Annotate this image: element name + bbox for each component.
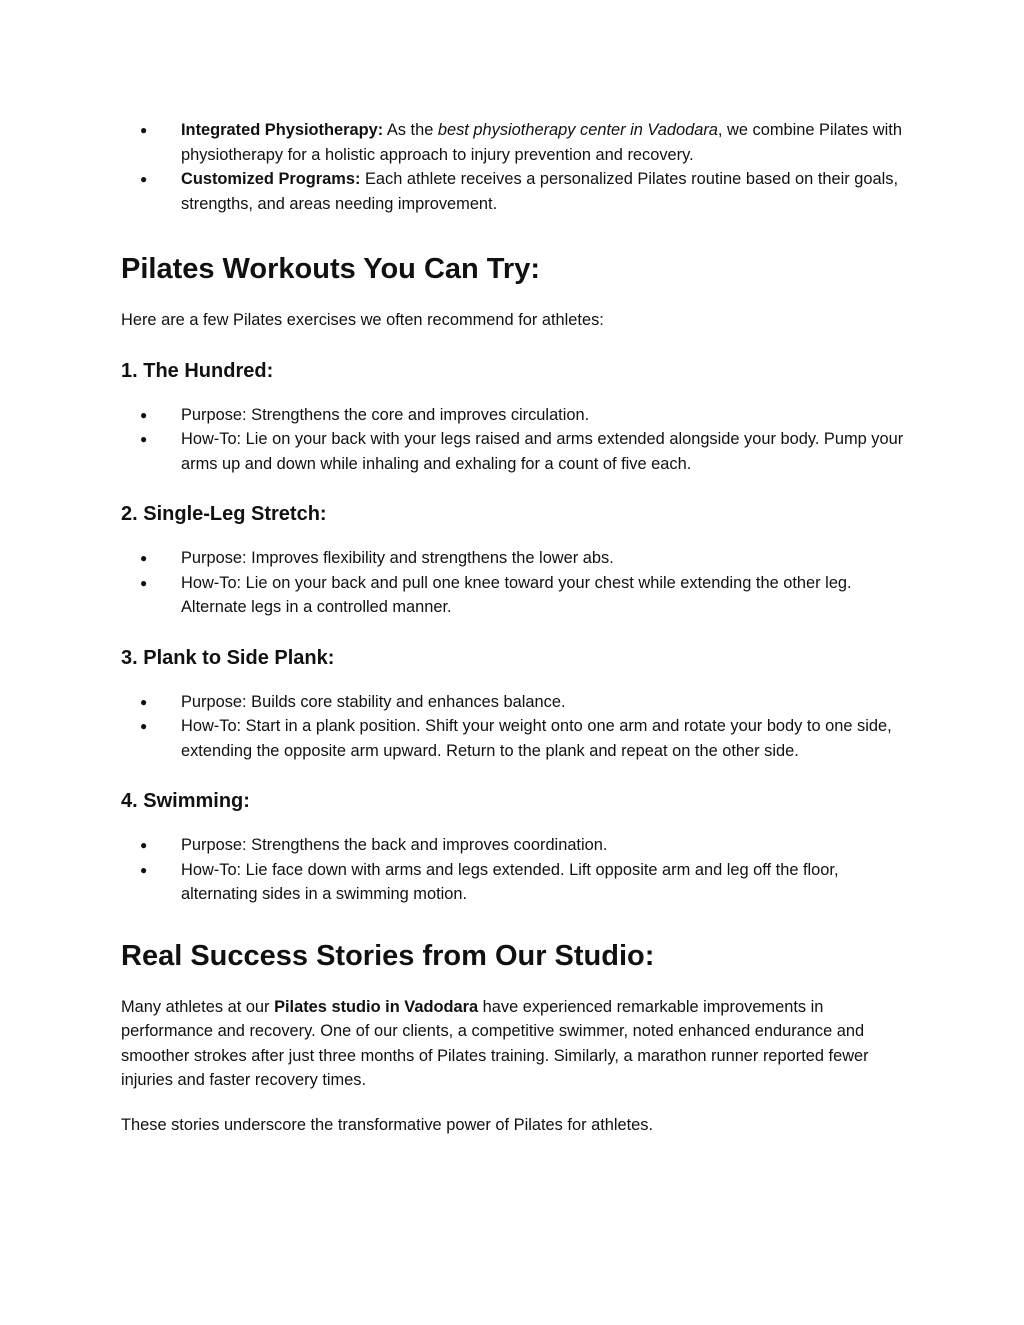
list-item-emphasis: best physiotherapy center in Vadodara xyxy=(437,121,718,139)
exercise-title: 1. The Hundred: xyxy=(121,359,274,382)
list-item: ● How-To: Lie on your back with your legs raised and arms extended alongside your body. Pump your arms up and down while inhaling and exhaling for a count of five each. xyxy=(121,427,911,476)
exercise-list xyxy=(121,546,911,620)
exercise-title: 2. Single-Leg Stretch: xyxy=(121,503,327,525)
list-item-text: As the xyxy=(383,121,438,139)
list-item xyxy=(121,167,911,216)
stories-conclusion: These stories underscore the transformative power of Pilates for athletes. xyxy=(121,1115,654,1134)
list-item: ● How-To: Lie face down with arms and legs extended. Lift opposite arm and leg off the floor, alternating sides in a swimming motion. xyxy=(121,858,911,907)
paragraph-text: Many athletes at our xyxy=(121,997,275,1016)
exercise-list xyxy=(121,690,911,764)
exercise-title: 3. Plank to Side Plank: xyxy=(121,646,335,669)
list-item: ● Purpose: Builds core stability and enhances balance. xyxy=(121,690,911,715)
list-item: ● How-To: Lie on your back and pull one knee toward your chest while extending the other leg. Alternate legs in a controlled manner. xyxy=(121,571,911,620)
section-heading-stories: Real Success Stories from Our Studio: xyxy=(121,939,655,972)
section-heading-workouts: Pilates Workouts You Can Try: xyxy=(121,253,540,285)
list-item-label: Customized Programs: xyxy=(181,170,361,188)
list-item: ● How-To: Start in a plank position. Shift your weight onto one arm and rotate your body to one side, extending the opposite arm upward. Return to the plank and repeat on the other side. xyxy=(121,714,911,763)
paragraph-text: have experienced remarkable improvements in performance and recovery. One of our clients, a competitive swimmer, noted enhanced endurance and smoother strokes after just three months of Pilates training. Similarly, a marathon runner reported fewer injuries and faster recovery times. xyxy=(121,997,869,1089)
list-item-text: , we combine Pilates with physiotherapy for a holistic approach to injury prevention and recovery. xyxy=(181,121,902,164)
stories-paragraph xyxy=(121,995,911,1093)
exercise-list xyxy=(121,403,911,477)
exercise-title: 4. Swimming: xyxy=(121,790,250,812)
list-item-text: Each athlete receives a personalized Pilates routine based on their goals, strengths, and areas needing improvement. xyxy=(181,170,898,213)
workouts-intro: Here are a few Pilates exercises we often recommend for athletes: xyxy=(121,311,604,329)
list-item: ● Purpose: Strengthens the core and improves circulation. xyxy=(121,403,911,428)
list-item: ● Purpose: Strengthens the back and improves coordination. xyxy=(121,833,911,858)
exercise-list xyxy=(121,833,911,907)
benefits-list xyxy=(121,118,911,216)
list-item-label: Integrated Physiotherapy: xyxy=(181,121,384,139)
list-item xyxy=(121,118,911,167)
document-content xyxy=(121,118,911,1137)
studio-name: Pilates studio in Vadodara xyxy=(274,997,479,1016)
list-item: ● Purpose: Improves flexibility and strengthens the lower abs. xyxy=(121,546,911,571)
